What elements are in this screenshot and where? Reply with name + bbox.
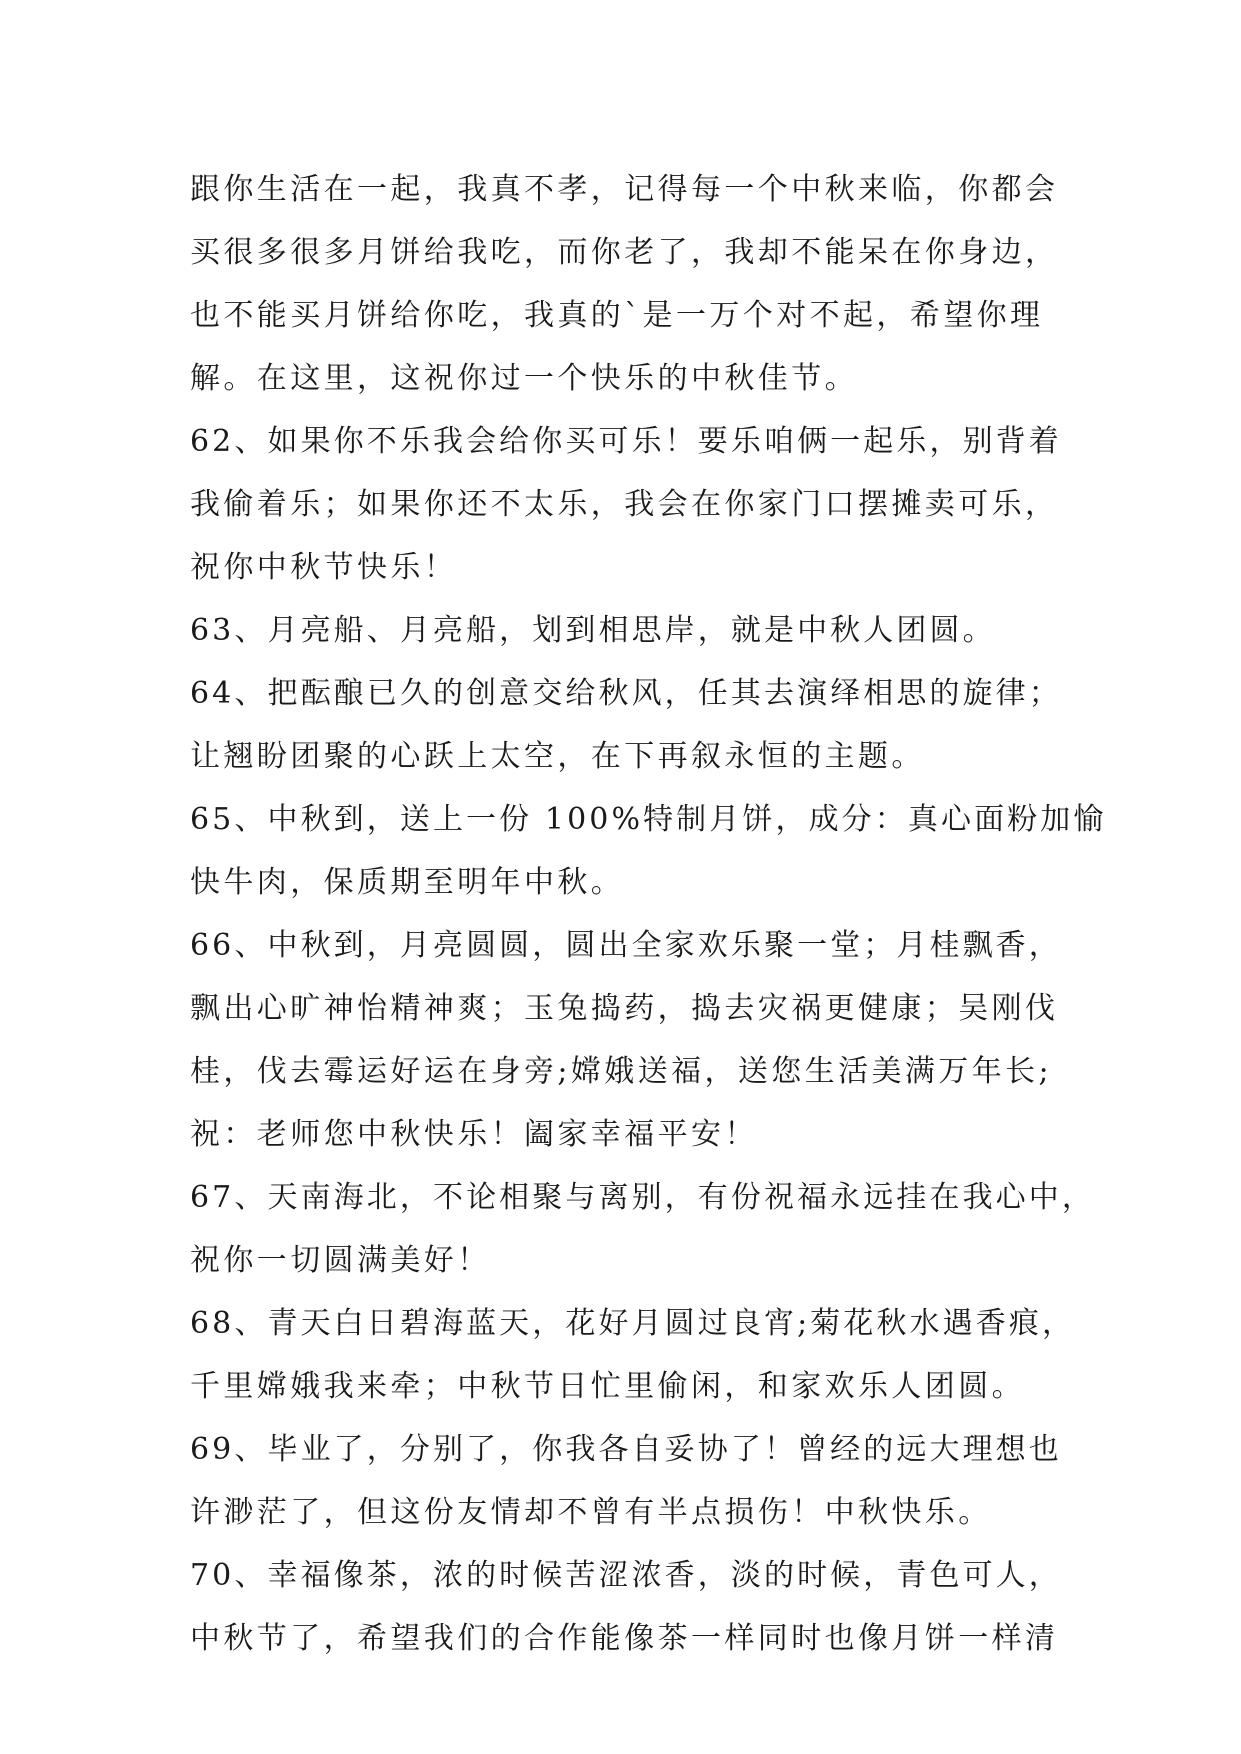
text-line: 62、如果你不乐我会给你买可乐！要乐咱俩一起乐，别背着 [190, 424, 1062, 459]
text-line: 快牛肉，保质期至明年中秋。 [190, 865, 625, 900]
text-line: 68、青天白日碧海蓝天，花好月圆过良宵;菊花秋水遇香痕， [190, 1306, 1076, 1341]
body-text [190, 158, 1107, 1670]
text-line: 让翘盼团聚的心跃上太空，在下再叙永恒的主题。 [190, 739, 925, 774]
text-line: 许渺茫了，但这份友情却不曾有半点损伤！中秋快乐。 [190, 1495, 992, 1530]
text-line: 中秋节了，希望我们的合作能像茶一样同时也像月饼一样清 [190, 1621, 1059, 1656]
text-line: 祝你中秋节快乐！ [190, 550, 458, 585]
text-line: 66、中秋到，月亮圆圆，圆出全家欢乐聚一堂；月桂飘香， [190, 928, 1062, 963]
text-line: 祝你一切圆满美好！ [190, 1243, 491, 1278]
text-line: 70、幸福像茶，浓的时候苦涩浓香，淡的时候，青色可人， [190, 1558, 1062, 1593]
text-line: 祝：老师您中秋快乐！阖家幸福平安！ [190, 1117, 758, 1152]
text-line: 桂，伐去霉运好运在身旁;嫦娥送福，送您生活美满万年长; [190, 1054, 1053, 1089]
text-line: 飘出心旷神怡精神爽；玉兔捣药，捣去灾祸更健康；吴刚伐 [190, 991, 1059, 1026]
text-line: 也不能买月饼给你吃，我真的`是一万个对不起，希望你理 [190, 298, 1044, 333]
text-line: 65、中秋到，送上一份 100%特制月饼，成分：真心面粉加愉 [190, 802, 1107, 837]
text-line: 跟你生活在一起，我真不孝，记得每一个中秋来临，你都会 [190, 172, 1059, 207]
text-line: 63、月亮船、月亮船，划到相思岸，就是中秋人团圆。 [190, 613, 996, 648]
text-line: 69、毕业了，分别了，你我各自妥协了！曾经的远大理想也 [190, 1432, 1062, 1467]
text-line: 千里嫦娥我来牵；中秋节日忙里偷闲，和家欢乐人团圆。 [190, 1369, 1025, 1404]
text-line: 64、把酝酿已久的创意交给秋风，任其去演绎相思的旋律； [190, 676, 1062, 711]
text-line: 买很多很多月饼给我吃，而你老了，我却不能呆在你身边， [190, 235, 1059, 270]
text-line: 67、天南海北，不论相聚与离别，有份祝福永远挂在我心中， [190, 1180, 1095, 1215]
text-line: 解。在这里，这祝你过一个快乐的中秋佳节。 [190, 361, 858, 396]
text-line: 我偷着乐；如果你还不太乐，我会在你家门口摆摊卖可乐， [190, 487, 1059, 522]
